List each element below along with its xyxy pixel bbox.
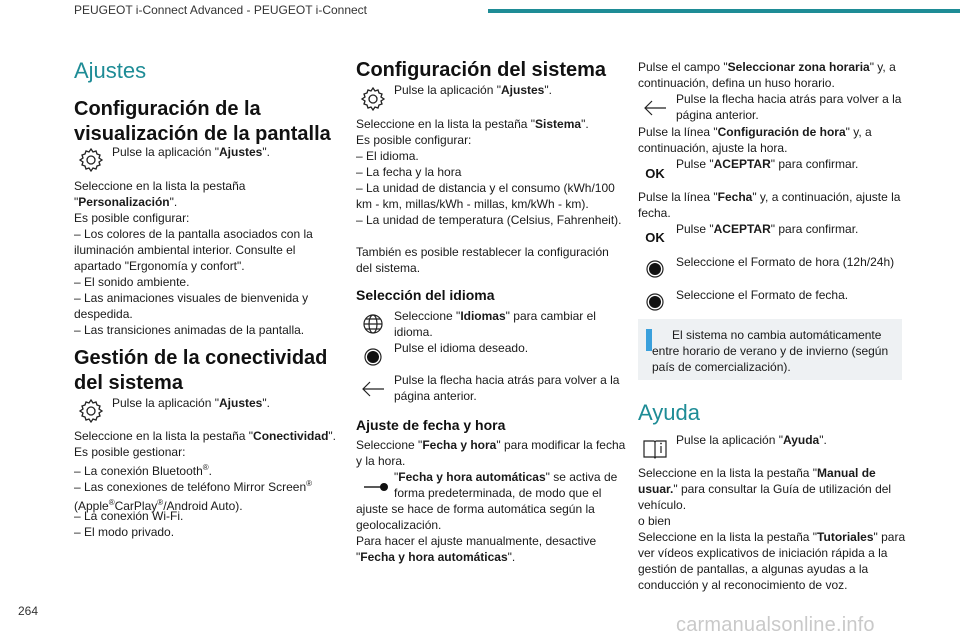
paragraph: Pulse la línea "Configuración de hora" y, a continuación, ajuste la hora. xyxy=(638,125,872,155)
paragraph: Es posible configurar: xyxy=(356,133,472,147)
instruction-open-settings: Pulse la aplicación "Ajustes". xyxy=(112,396,270,410)
heading-language: Selección del idioma xyxy=(356,287,495,303)
back-arrow-icon xyxy=(638,91,672,125)
paragraph: Pulse el campo "Seleccionar zona horaria" y, a continuación, defina un huso horario. xyxy=(638,60,896,90)
instruction-time-format: Seleccione el Formato de hora (12h/24h) xyxy=(676,255,895,269)
list-item: – El modo privado. xyxy=(74,525,175,539)
heading-display-config: Configuración de la visualización de la pantalla xyxy=(74,98,331,145)
instruction-open-settings: Pulse la aplicación "Ajustes". xyxy=(394,83,552,97)
paragraph: Seleccione en la lista la pestaña "Conectividad". xyxy=(74,429,336,443)
paragraph: Seleccione en la lista la pestaña "Manual de usuar." para consultar la Guía de utilización del vehículo. xyxy=(638,466,892,512)
instruction-confirm: Pulse "ACEPTAR" para confirmar. xyxy=(676,157,859,171)
list-item: – Los colores de la pantalla asociados con la iluminación ambiental interior. Consulte el apartado "Ergonomía y confort". xyxy=(74,227,313,273)
paragraph: o bien xyxy=(638,514,671,528)
ok-label: OK xyxy=(645,230,665,245)
paragraph: Seleccione en la lista la pestaña "Tutoriales" para ver vídeos explicativos de iniciación rápida a la gestión de pantallas, a algunas ayudas a la conducción y al reconocimiento de voz. xyxy=(638,530,906,592)
list-item: – El sonido ambiente. xyxy=(74,275,190,289)
paragraph: Es posible gestionar: xyxy=(74,445,186,459)
book-info-icon xyxy=(638,431,672,465)
globe-icon xyxy=(356,307,390,341)
list-item: – La conexión Wi-Fi. xyxy=(74,509,184,523)
list-item: – Las conexiones de teléfono Mirror Screen® (Apple®CarPlay®/Android Auto). xyxy=(74,479,313,513)
gear-icon xyxy=(74,394,108,428)
section-title-ayuda: Ayuda xyxy=(638,400,700,425)
gear-icon xyxy=(356,82,390,116)
running-header: PEUGEOT i-Connect Advanced - PEUGEOT i-Connect xyxy=(74,3,368,17)
instruction-auto-datetime: "Fecha y hora automáticas" se activa de forma predeterminada, de modo que el xyxy=(394,470,618,500)
section-title-ajustes: Ajustes xyxy=(74,58,147,83)
instruction-back: Pulse la flecha hacia atrás para volver a la página anterior. xyxy=(394,373,620,403)
radio-filled-icon xyxy=(356,340,390,374)
paragraph: Seleccione en la lista la pestaña "Personalización". xyxy=(74,179,246,209)
list-item: – La fecha y la hora xyxy=(356,165,462,179)
watermark: carmanualsonline.info xyxy=(676,614,875,636)
paragraph: Seleccione "Fecha y hora" para modificar la fecha y la hora. xyxy=(356,438,626,468)
instruction-languages: Seleccione "Idiomas" para cambiar el idioma. xyxy=(394,309,596,339)
instruction-confirm: Pulse "ACEPTAR" para confirmar. xyxy=(676,222,859,236)
paragraph: También es posible restablecer la configuración del sistema. xyxy=(356,245,609,275)
list-item: – La unidad de temperatura (Celsius, Fahrenheit). xyxy=(356,213,622,227)
info-text: El sistema no cambia automáticamente entre horario de verano y de invierno (según país de comercialización). xyxy=(652,328,889,374)
info-box xyxy=(638,319,902,380)
radio-filled-icon xyxy=(638,285,672,319)
ok-button-icon xyxy=(638,220,672,254)
instruction-date-format: Seleccione el Formato de fecha. xyxy=(676,288,849,302)
heading-connectivity: Gestión de la conectividad del sistema xyxy=(74,347,328,394)
paragraph: ajuste se hace de forma automática según la geolocalización. xyxy=(356,502,595,532)
paragraph: "Fecha y hora automáticas". xyxy=(356,550,516,564)
gear-icon xyxy=(74,143,108,177)
heading-system-config: Configuración del sistema xyxy=(356,59,607,81)
ok-button-icon xyxy=(638,156,672,190)
instruction-back: Pulse la flecha hacia atrás para volver a la página anterior. xyxy=(676,92,902,122)
list-item: – Las animaciones visuales de bienvenida y despedida. xyxy=(74,291,309,321)
list-item: – La unidad de distancia y el consumo (kWh/100 km - km, millas/kWh - millas, km/kWh - km). xyxy=(356,181,615,211)
instruction-select-language: Pulse el idioma deseado. xyxy=(394,341,529,355)
list-item: – La conexión Bluetooth®. xyxy=(74,463,213,478)
list-item: – Las transiciones animadas de la pantalla. xyxy=(74,323,305,337)
heading-date-time: Ajuste de fecha y hora xyxy=(356,417,506,433)
instruction-open-help: Pulse la aplicación "Ayuda". xyxy=(676,433,827,447)
paragraph: Pulse la línea "Fecha" y, a continuación, ajuste la fecha. xyxy=(638,190,901,220)
instruction-open-settings: Pulse la aplicación "Ajustes". xyxy=(112,145,270,159)
back-arrow-icon xyxy=(356,372,390,406)
ok-label: OK xyxy=(645,166,665,181)
list-item: – El idioma. xyxy=(356,149,419,163)
page-number: 264 xyxy=(18,604,39,618)
paragraph: Para hacer el ajuste manualmente, desactive xyxy=(356,534,597,548)
paragraph: Es posible configurar: xyxy=(74,211,190,225)
toggle-icon xyxy=(356,470,390,504)
radio-filled-icon xyxy=(638,252,672,286)
header-accent-bar xyxy=(488,9,960,13)
paragraph: Seleccione en la lista la pestaña "Sistema". xyxy=(356,117,589,131)
